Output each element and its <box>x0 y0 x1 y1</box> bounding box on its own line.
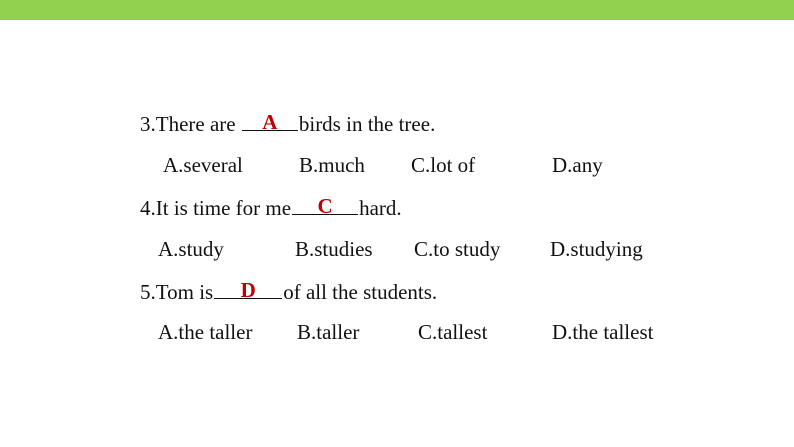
question-4-blank <box>292 194 358 218</box>
question-3-blank <box>242 110 298 134</box>
question-3-option-c: C.lot of <box>411 153 476 177</box>
question-5-option-b: B.taller <box>297 320 360 344</box>
question-4-tail: hard. <box>359 196 402 220</box>
question-5-tail: of all the students. <box>283 280 438 304</box>
question-3-stem: 3.There are <box>140 112 241 136</box>
question-4-answer: C <box>317 194 333 218</box>
question-4-option-d: D.studying <box>550 237 643 261</box>
question-5-option-a: A.the taller <box>158 320 253 344</box>
question-4-option-a: A.study <box>158 237 224 261</box>
question-3-option-a: A.several <box>163 153 243 177</box>
question-5-option-c: C.tallest <box>418 320 488 344</box>
question-4-option-b: B.studies <box>295 237 373 261</box>
question-5-option-d: D.the tallest <box>552 320 654 344</box>
question-3 <box>140 112 435 136</box>
question-4-stem: 4.It is time for me <box>140 196 292 220</box>
question-3-option-d: D.any <box>552 153 603 177</box>
question-3-option-b: B.much <box>299 153 365 177</box>
question-4 <box>140 196 402 220</box>
question-4-option-c: C.to study <box>414 237 501 261</box>
question-5-stem: 5.Tom is <box>140 280 214 304</box>
question-3-answer: A <box>262 110 278 134</box>
top-accent-bar <box>0 0 794 20</box>
question-5-blank <box>214 278 282 302</box>
question-5 <box>140 280 437 304</box>
question-3-tail: birds in the tree. <box>298 112 436 136</box>
question-5-answer: D <box>240 278 256 302</box>
